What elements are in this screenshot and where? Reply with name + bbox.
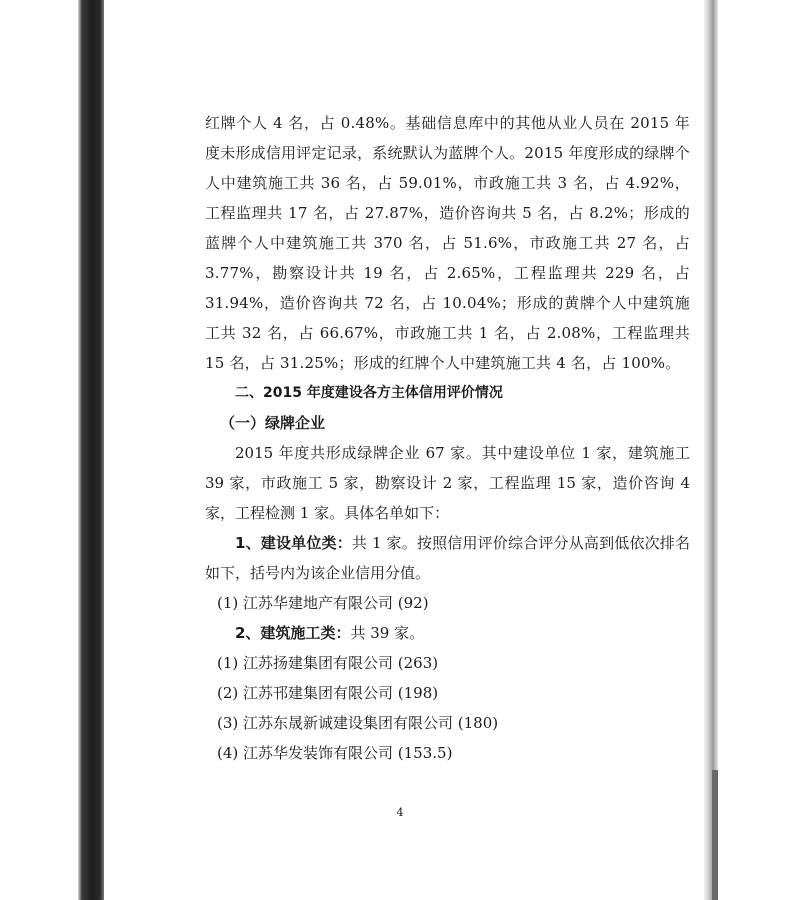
list-item: (1) 江苏扬建集团有限公司 (263) [217,654,439,672]
category-construction-units-text: 共 1 家。按照信用评价综合评分从高到低依次排名如下，括号内为该企业信用分值。 [205,534,690,582]
category-construction-units-lead: 1、建设单位类： [235,534,352,552]
page-body [205,108,690,768]
summary-paragraph: 2015 年度共形成绿牌企业 67 家。其中建设单位 1 家，建筑施工 39 家，市政施工 5 家，勘察设计 2 家，工程监理 15 家，造价咨询 4 家，工程检测 1 家。具体名单如下： [205,444,690,522]
opening-paragraph: 红牌个人 4 名，占 0.48%。基础信息库中的其他从业人员在 2015 年度未形成信用评定记录，系统默认为蓝牌个人。2015 年度形成的绿牌个人中建筑施工共 36 名，占 59.01%，市政施工共 3 名，占 4.92%，工程监理共 17 名，占 27.87%，造价咨询共 5 名，占 8.2%；形成的蓝牌个人中建筑施工共 370 名，占 51.6%，市政施工共 27 名，占 3.77%，勘察设计共 19 名，占 2.65%，工程监理共 229 名，占 31.94%，造价咨询共 72 名，占 10.04%；形成的黄牌个人中建筑施工共 32 名，占 66.67%，市政施工共 1 名，占 2.08%，工程监理共 15 名，占 31.25%；形成的红牌个人中建筑施工共 4 名，占 100%。 [205,114,690,372]
list-item: (4) 江苏华发装饰有限公司 (153.5) [217,744,453,762]
section-heading: 二、2015 年度建设各方主体信用评价情况 [235,385,503,401]
sub-heading-green-enterprises: （一）绿牌企业 [220,414,326,432]
category-building-construction-lead: 2、建筑施工类： [235,624,351,642]
category-building-construction-text: 共 39 家。 [350,624,425,642]
category-construction-units [205,528,690,588]
list-item: (3) 江苏东晟新诚建设集团有限公司 (180) [217,714,499,732]
page-edge-shadow [704,0,718,900]
list-item: (2) 江苏邗建集团有限公司 (198) [217,684,439,702]
page-edge-dark-strip [712,770,718,900]
page-number: 4 [396,806,404,819]
list-item: (1) 江苏华建地产有限公司 (92) [217,594,429,612]
category-building-construction [205,618,690,648]
binding-shadow [78,0,104,900]
